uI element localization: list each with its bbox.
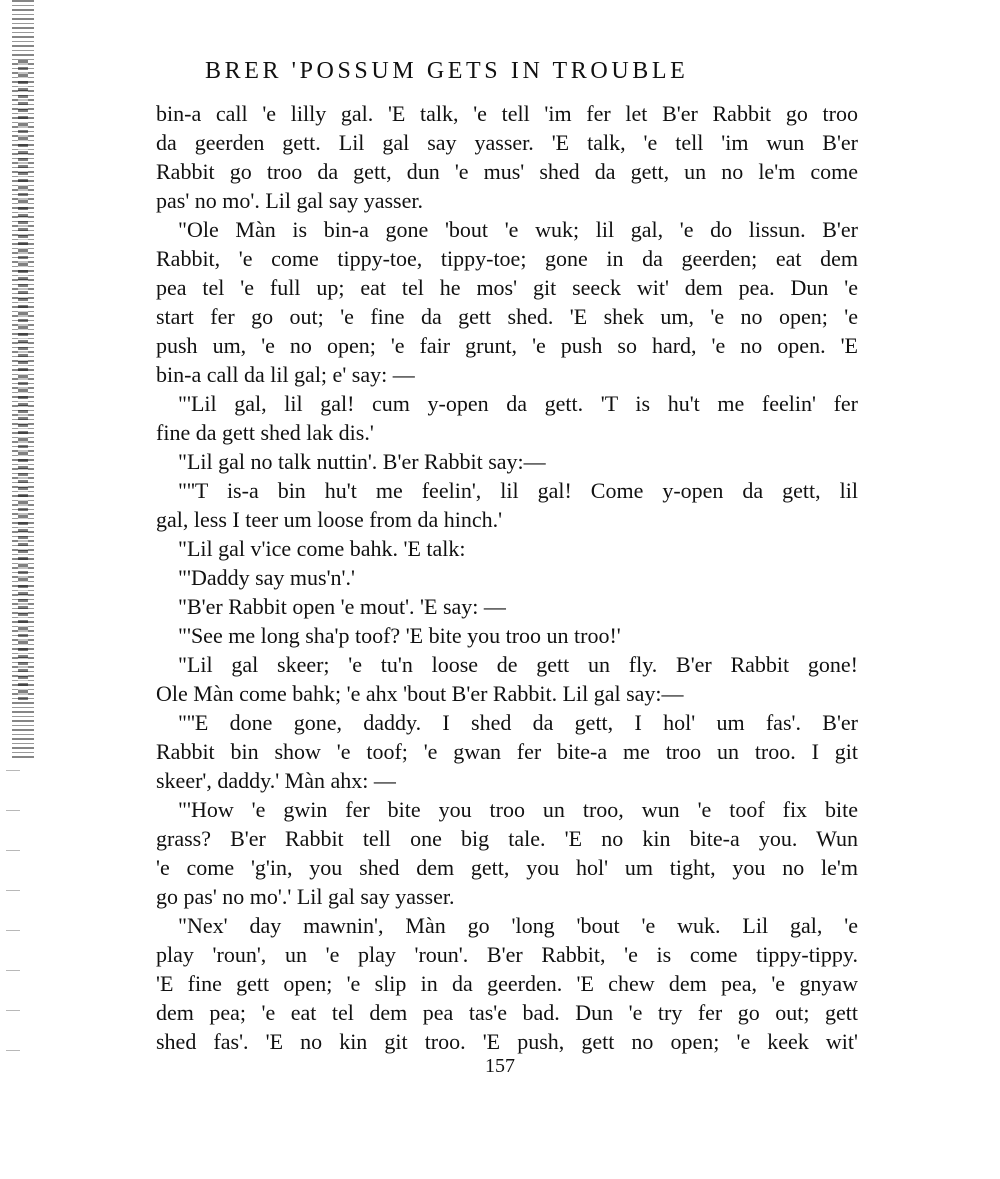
- text-line: go pas' no mo'.' Lil gal say yasser.: [156, 884, 455, 909]
- text-line: push um, 'e no open; 'e fair grunt, 'e push so hard, 'e no open. 'E: [156, 333, 858, 358]
- text-line: Rabbit bin show 'e toof; 'e gwan fer bite-a me troo un troo. I git: [156, 739, 858, 764]
- page-number: 157: [485, 1055, 515, 1077]
- text-line: gal, less I teer um loose from da hinch.': [156, 507, 503, 532]
- text-line: bin-a call 'e lilly gal. 'E talk, 'e tell 'im fer let B'er Rabbit go troo: [156, 101, 858, 126]
- text-line: "Lil gal skeer; 'e tu'n loose de gett un fly. B'er Rabbit gone!: [178, 652, 858, 677]
- text-line: "''E done gone, daddy. I shed da gett, I hol' um fas'. B'er: [178, 710, 858, 735]
- text-line: "''T is-a bin hu't me feelin', lil gal! Come y-open da gett, lil: [178, 478, 858, 503]
- text-line: bin-a call da lil gal; e' say: —: [156, 362, 415, 387]
- text-line: 'E fine gett open; 'e slip in da geerden. 'E chew dem pea, 'e gnyaw: [156, 971, 858, 996]
- running-header: BRER 'POSSUM GETS IN TROUBLE: [205, 58, 689, 84]
- text-line: dem pea; 'e eat tel dem pea tas'e bad. Dun 'e try fer go out; gett: [156, 1000, 858, 1025]
- text-line: Rabbit, 'e come tippy-toe, tippy-toe; gone in da geerden; eat dem: [156, 246, 858, 271]
- text-line: Rabbit go troo da gett, dun 'e mus' shed da gett, un no le'm come: [156, 159, 858, 184]
- gutter-specks: [6, 770, 20, 1070]
- text-line: shed fas'. 'E no kin git troo. 'E push, gett no open; 'e keek wit': [156, 1029, 858, 1054]
- text-line: play 'roun', un 'e play 'roun'. B'er Rabbit, 'e is come tippy-tippy.: [156, 942, 858, 967]
- text-line: "'Lil gal, lil gal! cum y-open da gett. 'T is hu't me feelin' fer: [178, 391, 858, 416]
- text-line: "Lil gal v'ice come bahk. 'E talk:: [178, 536, 466, 561]
- binding-edge-marks: [18, 60, 28, 700]
- body-text: [156, 99, 858, 1056]
- scan-gutter: [0, 0, 60, 1179]
- text-line: pas' no mo'. Lil gal say yasser.: [156, 188, 423, 213]
- text-line: "'How 'e gwin fer bite you troo un troo, wun 'e toof fix bite: [178, 797, 858, 822]
- text-line: fine da gett shed lak dis.': [156, 420, 374, 445]
- text-line: pea tel 'e full up; eat tel he mos' git seeck wit' dem pea. Dun 'e: [156, 275, 858, 300]
- text-line: Ole Màn come bahk; 'e ahx 'bout B'er Rabbit. Lil gal say:—: [156, 681, 684, 706]
- text-line: grass? B'er Rabbit tell one big tale. 'E no kin bite-a you. Wun: [156, 826, 858, 851]
- text-line: "Ole Màn is bin-a gone 'bout 'e wuk; lil gal, 'e do lissun. B'er: [178, 217, 858, 242]
- text-line: da geerden gett. Lil gal say yasser. 'E talk, 'e tell 'im wun B'er: [156, 130, 858, 155]
- text-line: "Lil gal no talk nuttin'. B'er Rabbit say:—: [178, 449, 546, 474]
- text-line: "'See me long sha'p toof? 'E bite you troo un troo!': [178, 623, 621, 648]
- text-line: "'Daddy say mus'n'.': [178, 565, 355, 590]
- text-line: start fer go out; 'e fine da gett shed. 'E shek um, 'e no open; 'e: [156, 304, 858, 329]
- text-line: skeer', daddy.' Màn ahx: —: [156, 768, 396, 793]
- text-line: "B'er Rabbit open 'e mout'. 'E say: —: [178, 594, 506, 619]
- text-line: 'e come 'g'in, you shed dem gett, you hol' um tight, you no le'm: [156, 855, 858, 880]
- text-line: "Nex' day mawnin', Màn go 'long 'bout 'e wuk. Lil gal, 'e: [178, 913, 858, 938]
